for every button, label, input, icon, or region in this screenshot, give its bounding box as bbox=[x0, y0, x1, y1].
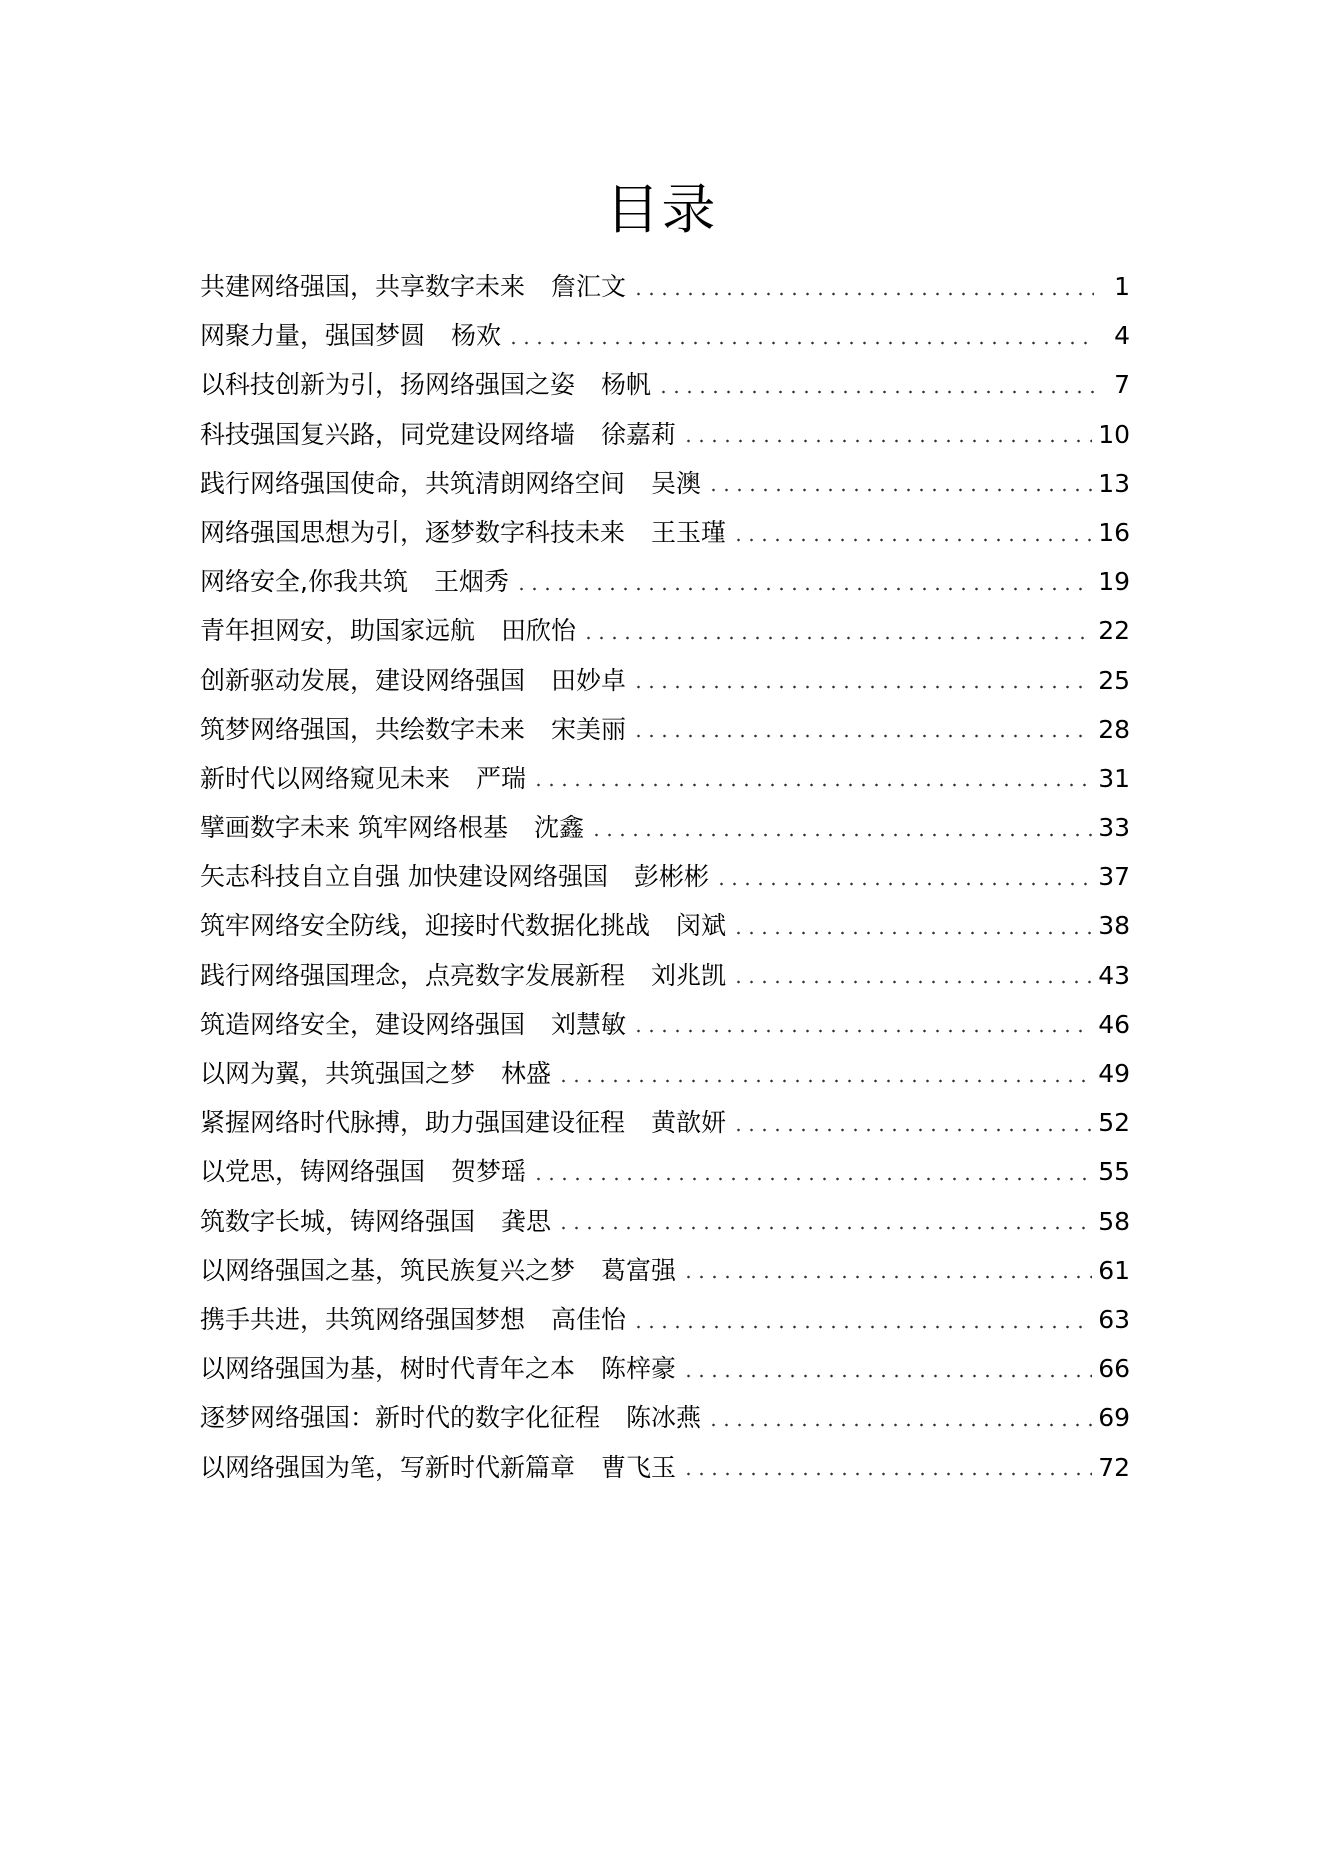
toc-entry-page-number: 16 bbox=[1098, 517, 1130, 547]
toc-entry-title: 科技强国复兴路，同党建设网络墙 bbox=[200, 419, 576, 449]
toc-entry bbox=[200, 754, 1130, 803]
toc-entry-title: 以网络强国为基，树时代青年之本 bbox=[200, 1354, 576, 1384]
toc-entry-title: 以科技创新为引，扬网络强国之姿 bbox=[200, 370, 576, 400]
toc-entry-title: 携手共进，共筑网络强国梦想 bbox=[200, 1304, 526, 1334]
toc-entry bbox=[200, 360, 1130, 409]
toc-entry bbox=[200, 1246, 1130, 1295]
toc-entry bbox=[200, 1049, 1130, 1098]
toc-entry-title: 紧握网络时代脉搏，助力强国建设征程 bbox=[200, 1108, 626, 1138]
toc-entry bbox=[200, 705, 1130, 754]
dot-leader bbox=[557, 1079, 1092, 1083]
toc-entry-author: 田妙卓 bbox=[551, 665, 627, 695]
toc-entry-author: 高佳怡 bbox=[551, 1304, 627, 1334]
dot-leader bbox=[657, 390, 1094, 394]
dot-leader bbox=[515, 587, 1092, 591]
toc-entry-title: 以网为翼，共筑强国之梦 bbox=[200, 1059, 476, 1088]
toc-entry-page-number: 13 bbox=[1098, 468, 1130, 498]
toc-entry-title: 以网络强国之基，筑民族复兴之梦 bbox=[200, 1255, 576, 1285]
toc-entry bbox=[200, 1098, 1130, 1147]
toc-entry-title: 以党思，铸网络强国 bbox=[200, 1157, 426, 1187]
toc-entry bbox=[200, 951, 1130, 1000]
toc-entry-title: 以网络强国为笔，写新时代新篇章 bbox=[200, 1452, 576, 1482]
toc-entry bbox=[200, 1344, 1130, 1393]
toc-entry bbox=[200, 410, 1130, 459]
toc-entry-page-number: 37 bbox=[1098, 862, 1130, 892]
toc-entry-page-number: 25 bbox=[1098, 665, 1130, 695]
toc-entry-page-number: 7 bbox=[1114, 370, 1130, 400]
dot-leader bbox=[532, 1177, 1092, 1181]
toc-entry bbox=[200, 606, 1130, 655]
toc-entry-title: 新时代以网络窥见未来 bbox=[200, 763, 451, 793]
toc-entry-author: 宋美丽 bbox=[551, 714, 627, 744]
toc-entry-title: 擘画数字未来 筑牢网络根基 bbox=[200, 813, 508, 843]
toc-entry bbox=[200, 1295, 1130, 1344]
toc-entry-title: 共建网络强国，共享数字未来 bbox=[200, 272, 526, 301]
dot-leader bbox=[632, 1029, 1092, 1033]
toc-entry-page-number: 19 bbox=[1098, 567, 1130, 597]
toc-entry bbox=[200, 656, 1130, 705]
toc-entry-page-number: 55 bbox=[1098, 1157, 1130, 1187]
toc-entry-author: 陈梓豪 bbox=[601, 1354, 677, 1384]
toc-entry bbox=[200, 852, 1130, 901]
toc-entry-page-number: 4 bbox=[1114, 321, 1130, 351]
toc-entry bbox=[200, 508, 1130, 557]
toc-entry-author: 田欣怡 bbox=[501, 616, 577, 646]
toc-entry-title: 创新驱动发展，建设网络强国 bbox=[200, 665, 526, 695]
toc-entry-author: 黄歆妍 bbox=[651, 1108, 727, 1138]
toc-entry bbox=[200, 459, 1130, 508]
toc-entry bbox=[200, 1147, 1130, 1196]
toc-entry-author: 刘兆凯 bbox=[651, 960, 727, 990]
toc-entry-title: 筑数字长城，铸网络强国 bbox=[200, 1206, 476, 1236]
toc-entry bbox=[200, 1000, 1130, 1049]
toc-entry-author: 龚思 bbox=[501, 1206, 552, 1236]
toc-entry bbox=[200, 901, 1130, 950]
toc-entry-page-number: 43 bbox=[1098, 960, 1130, 990]
toc-entry-author: 陈冰燕 bbox=[626, 1403, 702, 1433]
toc-entry-author: 吴澳 bbox=[651, 468, 702, 498]
dot-leader bbox=[732, 538, 1092, 542]
dot-leader bbox=[732, 1128, 1092, 1132]
dot-leader bbox=[507, 341, 1094, 345]
dot-leader bbox=[632, 292, 1094, 296]
dot-leader bbox=[682, 439, 1092, 443]
toc-entry-page-number: 66 bbox=[1098, 1354, 1130, 1384]
toc-entry-author: 葛富强 bbox=[601, 1255, 677, 1285]
dot-leader bbox=[732, 931, 1092, 935]
dot-leader bbox=[682, 1472, 1092, 1476]
toc-entry bbox=[200, 803, 1130, 852]
toc-entry-title: 筑造网络安全，建设网络强国 bbox=[200, 1009, 526, 1039]
dot-leader bbox=[557, 1226, 1092, 1230]
dot-leader bbox=[632, 685, 1092, 689]
toc-entry bbox=[200, 557, 1130, 606]
toc-entry-page-number: 49 bbox=[1098, 1059, 1130, 1088]
dot-leader bbox=[582, 636, 1092, 640]
toc-entry-author: 詹汇文 bbox=[551, 272, 627, 301]
toc-entry-title: 逐梦网络强国：新时代的数字化征程 bbox=[200, 1403, 601, 1433]
toc-entry-title: 网聚力量，强国梦圆 bbox=[200, 321, 426, 351]
toc-entry-author: 沈鑫 bbox=[533, 813, 584, 843]
dot-leader bbox=[707, 1423, 1092, 1427]
toc-entry-page-number: 63 bbox=[1098, 1304, 1130, 1334]
dot-leader bbox=[682, 1374, 1092, 1378]
toc-entry-page-number: 22 bbox=[1098, 616, 1130, 646]
toc-entry-author: 徐嘉莉 bbox=[601, 419, 677, 449]
toc-entry-page-number: 72 bbox=[1098, 1452, 1130, 1482]
toc-entry bbox=[200, 1197, 1130, 1246]
dot-leader bbox=[532, 783, 1092, 787]
toc-entry-author: 严瑞 bbox=[476, 763, 527, 793]
dot-leader bbox=[707, 488, 1092, 492]
dot-leader bbox=[732, 980, 1092, 984]
toc-entry-page-number: 61 bbox=[1098, 1255, 1130, 1285]
dot-leader bbox=[590, 833, 1092, 837]
toc-entry-author: 曹飞玉 bbox=[601, 1452, 677, 1482]
toc-entry-page-number: 46 bbox=[1098, 1009, 1130, 1039]
table-of-contents bbox=[200, 262, 1130, 1492]
toc-entry-page-number: 58 bbox=[1098, 1206, 1130, 1236]
dot-leader bbox=[682, 1275, 1092, 1279]
toc-entry-author: 杨欢 bbox=[451, 321, 502, 351]
toc-entry-author: 林盛 bbox=[501, 1059, 552, 1088]
toc-entry-page-number: 69 bbox=[1098, 1403, 1130, 1433]
toc-entry-page-number: 38 bbox=[1098, 911, 1130, 941]
toc-entry-author: 彭彬彬 bbox=[633, 862, 709, 892]
toc-entry bbox=[200, 1393, 1130, 1442]
toc-entry-author: 刘慧敏 bbox=[551, 1009, 627, 1039]
toc-entry bbox=[200, 262, 1130, 311]
toc-entry-title: 筑梦网络强国，共绘数字未来 bbox=[200, 714, 526, 744]
toc-entry-author: 王烟秀 bbox=[433, 567, 509, 597]
toc-entry-page-number: 1 bbox=[1114, 272, 1130, 301]
toc-entry-page-number: 31 bbox=[1098, 763, 1130, 793]
toc-entry-title: 矢志科技自立自强 加快建设网络强国 bbox=[200, 862, 608, 892]
toc-entry-author: 贺梦瑶 bbox=[451, 1157, 527, 1187]
dot-leader bbox=[632, 734, 1092, 738]
toc-entry-title: 网络安全,你我共筑 bbox=[200, 567, 408, 597]
toc-entry-title: 网络强国思想为引，逐梦数字科技未来 bbox=[200, 517, 626, 547]
toc-entry-author: 闵斌 bbox=[676, 911, 727, 941]
dot-leader bbox=[715, 882, 1092, 886]
toc-entry-title: 践行网络强国使命，共筑清朗网络空间 bbox=[200, 468, 626, 498]
toc-entry-title: 践行网络强国理念，点亮数字发展新程 bbox=[200, 960, 626, 990]
toc-entry-page-number: 10 bbox=[1098, 419, 1130, 449]
toc-entry bbox=[200, 311, 1130, 360]
toc-entry-title: 青年担网安，助国家远航 bbox=[200, 616, 476, 646]
toc-entry-title: 筑牢网络安全防线，迎接时代数据化挑战 bbox=[200, 911, 651, 941]
toc-entry-author: 杨帆 bbox=[601, 370, 652, 400]
dot-leader bbox=[632, 1325, 1092, 1329]
toc-entry-page-number: 33 bbox=[1098, 813, 1130, 843]
toc-entry-page-number: 28 bbox=[1098, 714, 1130, 744]
toc-entry-page-number: 52 bbox=[1098, 1108, 1130, 1138]
page-title: 目录 bbox=[605, 178, 718, 241]
toc-entry-author: 王玉瑾 bbox=[651, 517, 727, 547]
toc-entry bbox=[200, 1443, 1130, 1492]
